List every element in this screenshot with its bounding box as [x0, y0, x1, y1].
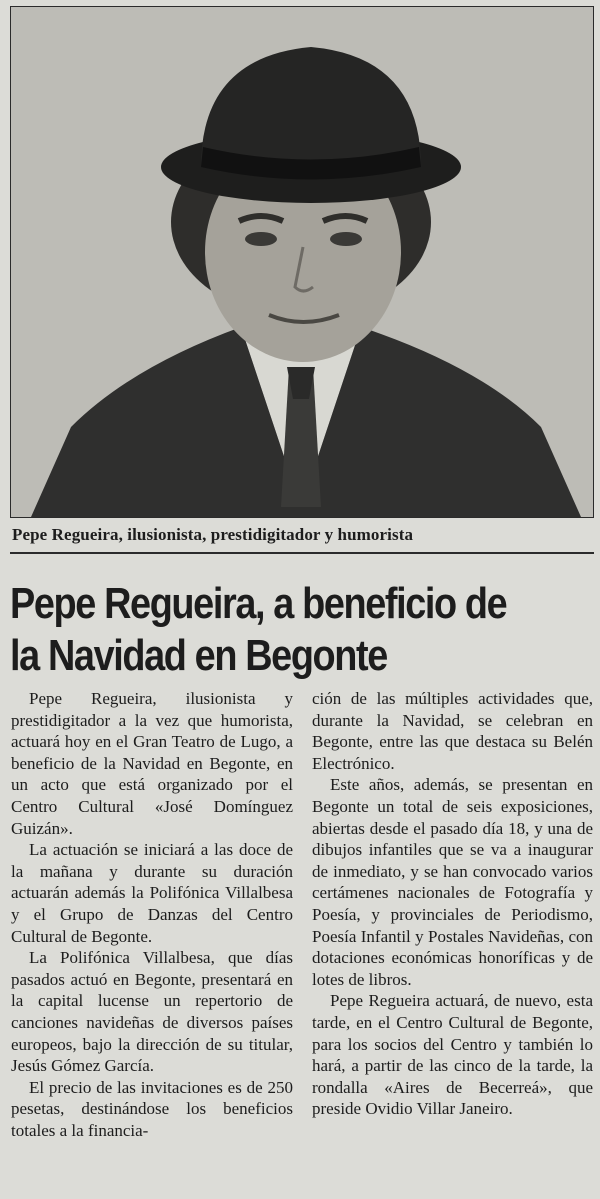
- article-column-left: [11, 688, 293, 1141]
- paragraph: Pepe Regueira, ilusionista y prestidigitador a la vez que humorista, actuará hoy en el Gran Teatro de Lugo, a beneficio de la Navidad en Begonte, en un acto que está organizado por el Centro Cultural «José Domínguez Guizán».: [11, 689, 293, 838]
- caption-divider: [10, 552, 594, 554]
- paragraph: Este años, además, se presentan en Begonte un total de seis exposiciones, abiertas desde el pasado día 18, y una de dibujos infantiles que se va a inaugurar de inmediato, y se han convocado varios certámenes nacionales de Fotografía y Poesía, y provinciales de Periodismo, Poesía Infantil y Postales Navideñas, con dotaciones económicas honoríficas y de lotes de libros.: [312, 775, 593, 989]
- paragraph: El precio de las invitaciones es de 250 pesetas, destinándose los beneficios totales a la financia-: [11, 1077, 293, 1140]
- portrait-photo: [10, 6, 594, 518]
- paragraph: La Polifónica Villalbesa, que días pasados actuó en Begonte, presentará en la capital lucense un repertorio de canciones navideñas de diversos países europeos, bajo la dirección de su titular, Jesús Gómez García.: [11, 948, 293, 1076]
- portrait-illustration: [11, 7, 593, 517]
- photo-caption: Pepe Regueira, ilusionista, prestidigitador y humorista: [12, 525, 414, 544]
- paragraph: ción de las múltiples actividades que, durante la Navidad, se celebran en Begonte, entre las que destaca su Belén Electrónico.: [312, 689, 593, 773]
- paragraph: Pepe Regueira actuará, de nuevo, esta tarde, en el Centro Cultural de Begonte, para los socios del Centro y también lo hará, a partir de las cinco de la tarde, la rondalla «Aires de Becerreá», que preside Ovidio Villar Janeiro.: [312, 991, 593, 1119]
- headline-line-2: la Navidad en Begonte: [10, 631, 387, 680]
- article-column-right: [312, 688, 593, 1120]
- headline: [10, 578, 595, 682]
- paragraph: La actuación se iniciará a las doce de la mañana y durante su duración actuarán además la Polifónica Villalbesa y el Grupo de Danzas del Centro Cultural de Begonte.: [11, 840, 293, 946]
- headline-line-1: Pepe Regueira, a beneficio de: [10, 579, 507, 628]
